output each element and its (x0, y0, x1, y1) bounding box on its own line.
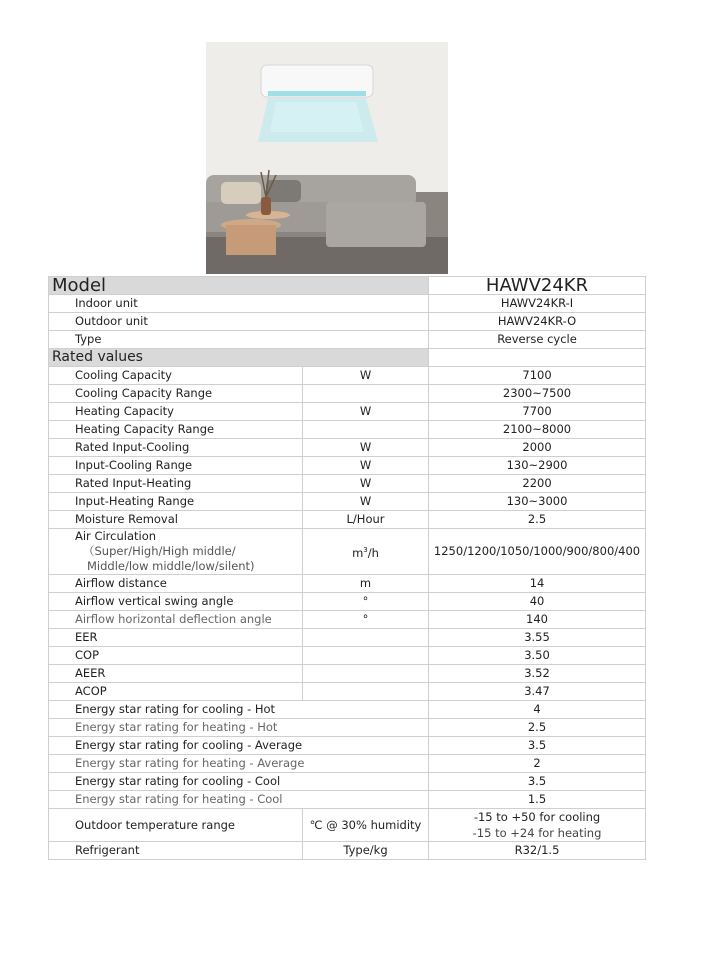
row-label: Rated Input-Heating (49, 475, 303, 493)
model-name: HAWV24KR (429, 277, 646, 295)
living-room-illustration (206, 42, 448, 274)
row-value: 2 (429, 755, 646, 773)
row-value: HAWV24KR-O (429, 313, 646, 331)
table-row (49, 457, 646, 475)
section-title: Rated values (49, 349, 429, 367)
row-unit: L/Hour (303, 511, 429, 529)
row-value: 7700 (429, 403, 646, 421)
outdoor-temperature-row (49, 809, 646, 842)
row-value: 2100~8000 (429, 421, 646, 439)
table-row (49, 593, 646, 611)
row-unit: ° (303, 593, 429, 611)
row-unit: W (303, 403, 429, 421)
section-header-row (49, 349, 646, 367)
row-value: 130~3000 (429, 493, 646, 511)
table-row (49, 403, 646, 421)
row-value: 7100 (429, 367, 646, 385)
row-unit: $m^3/h$ (303, 529, 429, 575)
row-unit: W (303, 475, 429, 493)
row-unit: W (303, 493, 429, 511)
energy-star-row (49, 773, 646, 791)
table-row (49, 629, 646, 647)
row-label: ACOP (49, 683, 303, 701)
refrigerant-row (49, 842, 646, 860)
table-row (49, 331, 646, 349)
row-value: Reverse cycle (429, 331, 646, 349)
row-value: 2300~7500 (429, 385, 646, 403)
row-unit: m (303, 575, 429, 593)
table-row (49, 493, 646, 511)
energy-star-row (49, 791, 646, 809)
table-row (49, 683, 646, 701)
model-title: Model (49, 277, 429, 295)
row-label: Energy star rating for cooling - Cool (49, 773, 429, 791)
table-row (49, 575, 646, 593)
row-label: Refrigerant (49, 842, 303, 860)
row-value: 1.5 (429, 791, 646, 809)
table-row (49, 313, 646, 331)
row-label: Heating Capacity Range (49, 421, 303, 439)
row-label: COP (49, 647, 303, 665)
air-circulation-sub2: Middle/low middle/low/silent) (87, 559, 255, 573)
row-unit (303, 629, 429, 647)
row-label: Outdoor unit (49, 313, 429, 331)
row-unit: Type/kg (303, 842, 429, 860)
row-value: 3.5 (429, 773, 646, 791)
row-label: Heating Capacity (49, 403, 303, 421)
row-value: 130~2900 (429, 457, 646, 475)
table-row (49, 421, 646, 439)
table-row (49, 647, 646, 665)
row-label: Energy star rating for cooling - Hot (49, 701, 429, 719)
table-row (49, 439, 646, 457)
row-unit: W (303, 367, 429, 385)
row-value: 140 (429, 611, 646, 629)
energy-star-row (49, 737, 646, 755)
row-value: 2200 (429, 475, 646, 493)
air-circulation-sub1: （Super/High/High middle/ (83, 544, 236, 558)
row-label: Cooling Capacity (49, 367, 303, 385)
row-unit: W (303, 457, 429, 475)
table-row (49, 511, 646, 529)
model-header-row (49, 277, 646, 295)
air-circulation-row (49, 529, 646, 575)
row-label: Airflow vertical swing angle (49, 593, 303, 611)
row-value: 14 (429, 575, 646, 593)
row-label: Airflow horizontal deflection angle (49, 611, 303, 629)
energy-star-row (49, 701, 646, 719)
table-row (49, 295, 646, 313)
table-row (49, 665, 646, 683)
product-photo (206, 42, 448, 274)
row-label: Indoor unit (49, 295, 429, 313)
row-value: R32/1.5 (429, 842, 646, 860)
table-row (49, 385, 646, 403)
row-unit (303, 385, 429, 403)
row-value: 2000 (429, 439, 646, 457)
row-value: HAWV24KR-I (429, 295, 646, 313)
table-row (49, 367, 646, 385)
row-value: 1250/1200/1050/1000/900/800/400 (429, 529, 646, 575)
row-value: 3.52 (429, 665, 646, 683)
heating-range: -15 to +24 for heating (472, 826, 602, 840)
row-label: EER (49, 629, 303, 647)
row-value: 3.5 (429, 737, 646, 755)
row-unit (303, 421, 429, 439)
row-label: Moisture Removal (49, 511, 303, 529)
row-value: 40 (429, 593, 646, 611)
table-row (49, 611, 646, 629)
row-label: Energy star rating for cooling - Average (49, 737, 429, 755)
row-unit: ℃ @ 30% humidity (303, 809, 429, 842)
row-value: 3.55 (429, 629, 646, 647)
row-label: Energy star rating for heating - Cool (49, 791, 429, 809)
row-label (49, 529, 303, 575)
row-label: Airflow distance (49, 575, 303, 593)
energy-star-row (49, 719, 646, 737)
row-unit (303, 683, 429, 701)
row-value (429, 809, 646, 842)
row-value: 3.47 (429, 683, 646, 701)
air-circulation-label: Air Circulation (75, 529, 157, 543)
row-label: Input-Cooling Range (49, 457, 303, 475)
row-label: Cooling Capacity Range (49, 385, 303, 403)
row-value: 2.5 (429, 719, 646, 737)
row-value: 2.5 (429, 511, 646, 529)
row-label: Input-Heating Range (49, 493, 303, 511)
row-label: Energy star rating for heating - Average (49, 755, 429, 773)
row-label: Outdoor temperature range (49, 809, 303, 842)
row-label: Energy star rating for heating - Hot (49, 719, 429, 737)
row-unit (303, 647, 429, 665)
spec-table (48, 276, 646, 860)
table-row (49, 475, 646, 493)
row-label: Type (49, 331, 429, 349)
row-unit: W (303, 439, 429, 457)
row-value: 4 (429, 701, 646, 719)
energy-star-row (49, 755, 646, 773)
row-value: 3.50 (429, 647, 646, 665)
row-unit: ° (303, 611, 429, 629)
cooling-range: -15 to +50 for cooling (473, 810, 601, 824)
row-unit (303, 665, 429, 683)
row-label: Rated Input-Cooling (49, 439, 303, 457)
row-label: AEER (49, 665, 303, 683)
